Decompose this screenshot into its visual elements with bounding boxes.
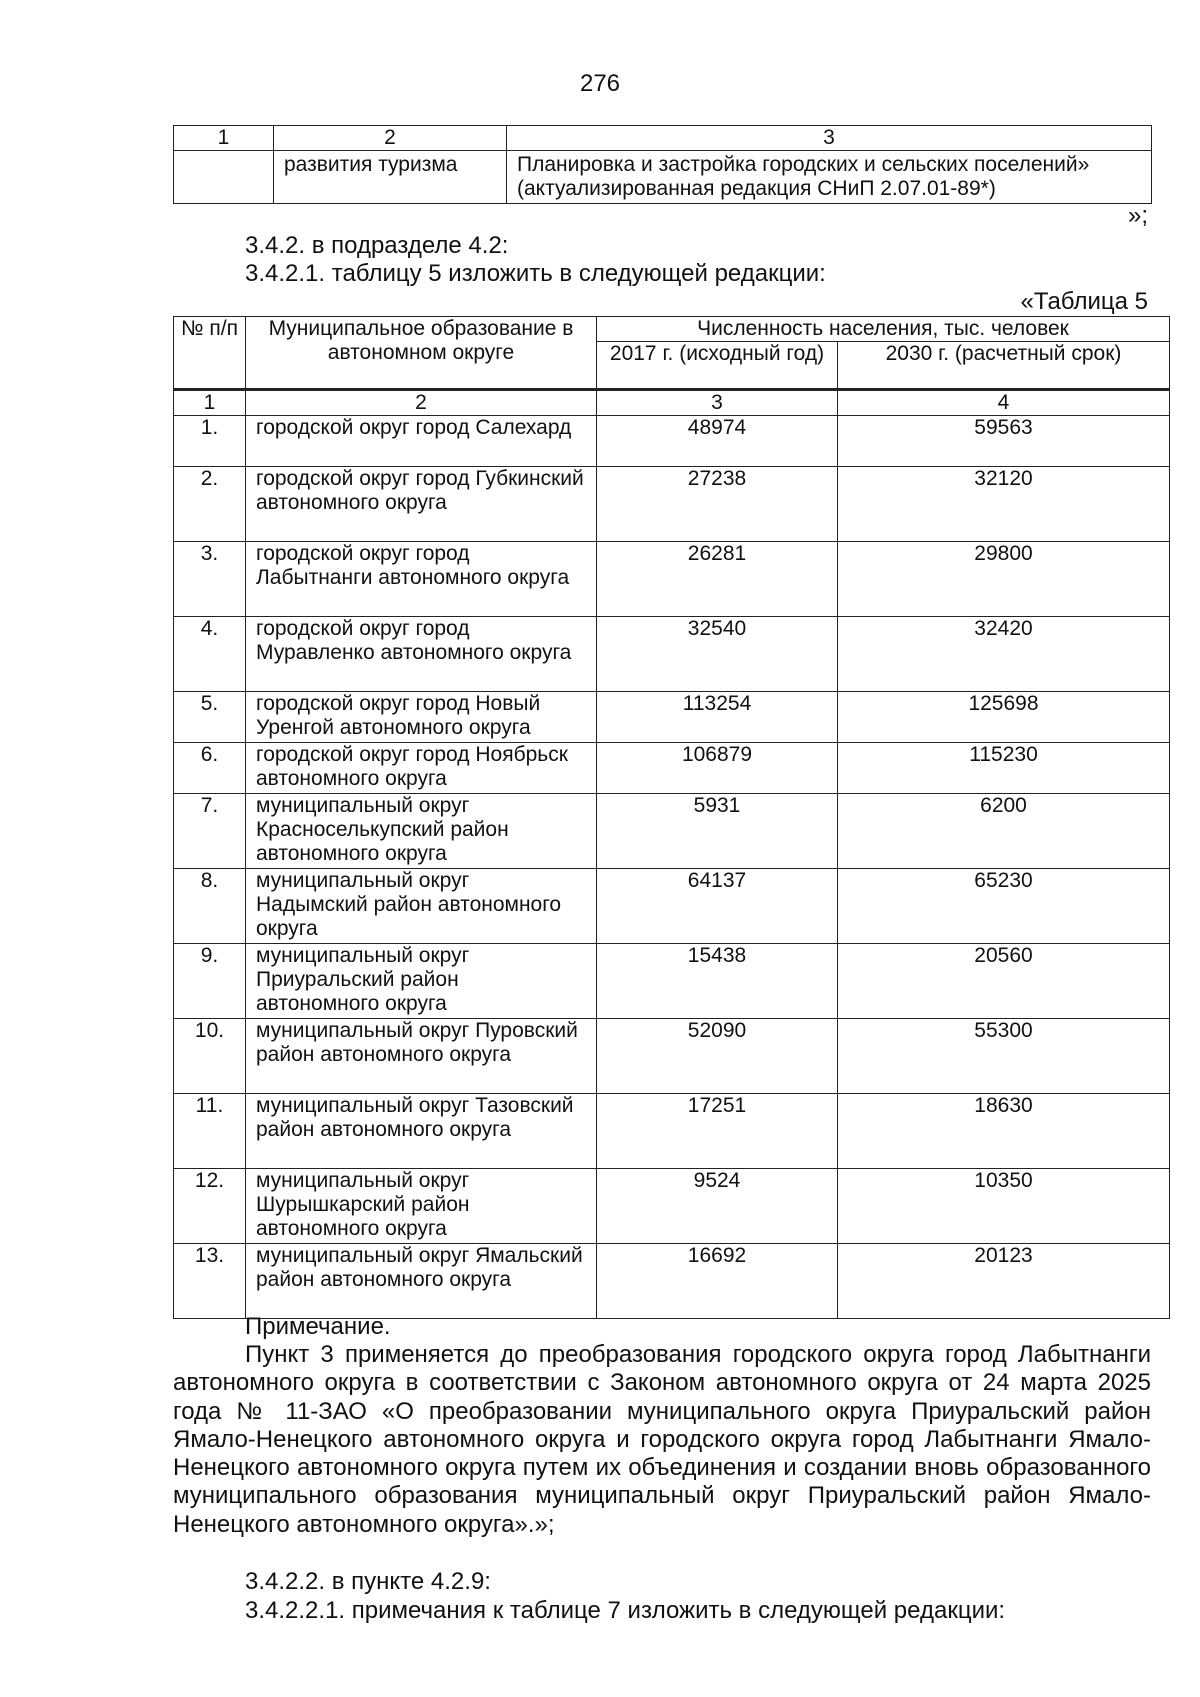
municipality-cell: муниципальный округ Приуральский район автономного округа xyxy=(246,944,597,1019)
closing-quote: »; xyxy=(1127,202,1148,229)
row-number-cell: 9. xyxy=(174,944,246,1019)
municipality-cell: муниципальный округ Надымский район автономного округа xyxy=(246,869,597,944)
population-table xyxy=(173,316,1170,1319)
header-cell: 3 xyxy=(507,126,1152,151)
paragraph-4-2-9: 3.4.2.2. в пункте 4.2.9: xyxy=(245,1568,491,1595)
header-number: № п/п xyxy=(174,317,246,390)
table-cell: Планировка и застройка городских и сельских поселений» (актуализированная редакция СНиП 2.07.01-89*) xyxy=(507,151,1152,204)
row-number-cell: 2. xyxy=(174,467,246,542)
population-2030-cell: 32120 xyxy=(838,467,1170,542)
population-2030-cell: 10350 xyxy=(838,1169,1170,1244)
municipality-cell: городской округ город Салехард xyxy=(246,416,597,467)
header-2030: 2030 г. (расчетный срок) xyxy=(838,342,1170,390)
column-number: 2 xyxy=(246,390,597,416)
population-2017-cell: 17251 xyxy=(597,1094,838,1169)
population-2017-cell: 32540 xyxy=(597,617,838,692)
population-2030-cell: 32420 xyxy=(838,617,1170,692)
row-number-cell: 10. xyxy=(174,1019,246,1094)
population-2017-cell: 113254 xyxy=(597,692,838,743)
table-row xyxy=(174,869,1170,944)
population-2030-cell: 55300 xyxy=(838,1019,1170,1094)
header-cell: 2 xyxy=(274,126,507,151)
table-header-row xyxy=(174,317,1170,342)
row-number-cell: 3. xyxy=(174,542,246,617)
population-2017-cell: 9524 xyxy=(597,1169,838,1244)
municipality-cell: городской округ город Новый Уренгой автономного округа xyxy=(246,692,597,743)
header-population: Численность населения, тыс. человек xyxy=(597,317,1170,342)
municipality-cell: городской округ город Ноябрьск автономного округа xyxy=(246,743,597,794)
column-number: 4 xyxy=(838,390,1170,416)
municipality-cell: городской округ город Лабытнанги автономного округа xyxy=(246,542,597,617)
municipality-cell: муниципальный округ Шурышкарский район автономного округа xyxy=(246,1169,597,1244)
table-row xyxy=(174,1244,1170,1319)
table-row xyxy=(174,1169,1170,1244)
population-2030-cell: 18630 xyxy=(838,1094,1170,1169)
table-row xyxy=(174,467,1170,542)
population-2017-cell: 5931 xyxy=(597,794,838,869)
paragraph-subsection: 3.4.2. в подразделе 4.2: xyxy=(245,232,509,259)
population-2017-cell: 27238 xyxy=(597,467,838,542)
header-2017: 2017 г. (исходный год) xyxy=(597,342,838,390)
population-2017-cell: 26281 xyxy=(597,542,838,617)
header-municipality: Муниципальное образование в автономном округе xyxy=(246,317,597,390)
note-text: Пункт 3 применяется до преобразования городского округа город Лабытнанги автономного округа в соответствии с Законом автономного округа от 24 марта 2025 года № 11-ЗАО «О преобразовании муниципального округа Приуральский район Ямало-Ненецкого автономного округа и городского округа город Лабытнанги Ямало-Ненецкого автономного округа путем их объединения и создании вновь образованного муниципального образования муниципальный округ Приуральский район Ямало-Ненецкого автономного округа».»; xyxy=(173,1341,1151,1538)
row-number-cell: 5. xyxy=(174,692,246,743)
row-number-cell: 4. xyxy=(174,617,246,692)
population-2017-cell: 15438 xyxy=(597,944,838,1019)
table-row xyxy=(174,1094,1170,1169)
paragraph-table5: 3.4.2.1. таблицу 5 изложить в следующей редакции: xyxy=(245,260,826,287)
population-2030-cell: 20560 xyxy=(838,944,1170,1019)
table-row xyxy=(174,944,1170,1019)
table-row xyxy=(174,1019,1170,1094)
column-number: 1 xyxy=(174,390,246,416)
row-number-cell: 12. xyxy=(174,1169,246,1244)
population-2030-cell: 115230 xyxy=(838,743,1170,794)
row-number-cell: 6. xyxy=(174,743,246,794)
population-2030-cell: 6200 xyxy=(838,794,1170,869)
table-caption: «Таблица 5 xyxy=(1020,288,1148,315)
note-label: Примечание. xyxy=(245,1313,391,1340)
population-2030-cell: 125698 xyxy=(838,692,1170,743)
header-cell: 1 xyxy=(174,126,274,151)
row-number-cell: 11. xyxy=(174,1094,246,1169)
table-row xyxy=(174,794,1170,869)
row-number-cell: 8. xyxy=(174,869,246,944)
table-row xyxy=(174,416,1170,467)
column-numbers-row xyxy=(174,390,1170,416)
municipality-cell: муниципальный округ Красноселькупский район автономного округа xyxy=(246,794,597,869)
table-row xyxy=(174,692,1170,743)
population-2030-cell: 59563 xyxy=(838,416,1170,467)
municipality-cell: муниципальный округ Ямальский район автономного округа xyxy=(246,1244,597,1319)
continuation-table xyxy=(173,125,1152,204)
population-2017-cell: 48974 xyxy=(597,416,838,467)
table-row xyxy=(174,151,1152,204)
row-number-cell: 7. xyxy=(174,794,246,869)
municipality-cell: городской округ город Губкинский автономного округа xyxy=(246,467,597,542)
population-2030-cell: 65230 xyxy=(838,869,1170,944)
municipality-cell: муниципальный округ Тазовский район автономного округа xyxy=(246,1094,597,1169)
page-number: 276 xyxy=(579,70,621,97)
population-2017-cell: 64137 xyxy=(597,869,838,944)
population-2017-cell: 106879 xyxy=(597,743,838,794)
row-number-cell: 13. xyxy=(174,1244,246,1319)
municipality-cell: городской округ город Муравленко автономного округа xyxy=(246,617,597,692)
table-row xyxy=(174,617,1170,692)
table-cell: развития туризма xyxy=(274,151,507,204)
continuation-table-header xyxy=(174,126,1152,151)
row-number-cell: 1. xyxy=(174,416,246,467)
table-row xyxy=(174,743,1170,794)
column-number: 3 xyxy=(597,390,838,416)
population-2030-cell: 29800 xyxy=(838,542,1170,617)
population-2017-cell: 52090 xyxy=(597,1019,838,1094)
municipality-cell: муниципальный округ Пуровский район автономного округа xyxy=(246,1019,597,1094)
population-2030-cell: 20123 xyxy=(838,1244,1170,1319)
table-cell xyxy=(174,151,274,204)
table-body xyxy=(174,416,1170,1319)
table-row xyxy=(174,542,1170,617)
population-2017-cell: 16692 xyxy=(597,1244,838,1319)
paragraph-table7-notes: 3.4.2.2.1. примечания к таблице 7 изложить в следующей редакции: xyxy=(245,1597,1006,1624)
